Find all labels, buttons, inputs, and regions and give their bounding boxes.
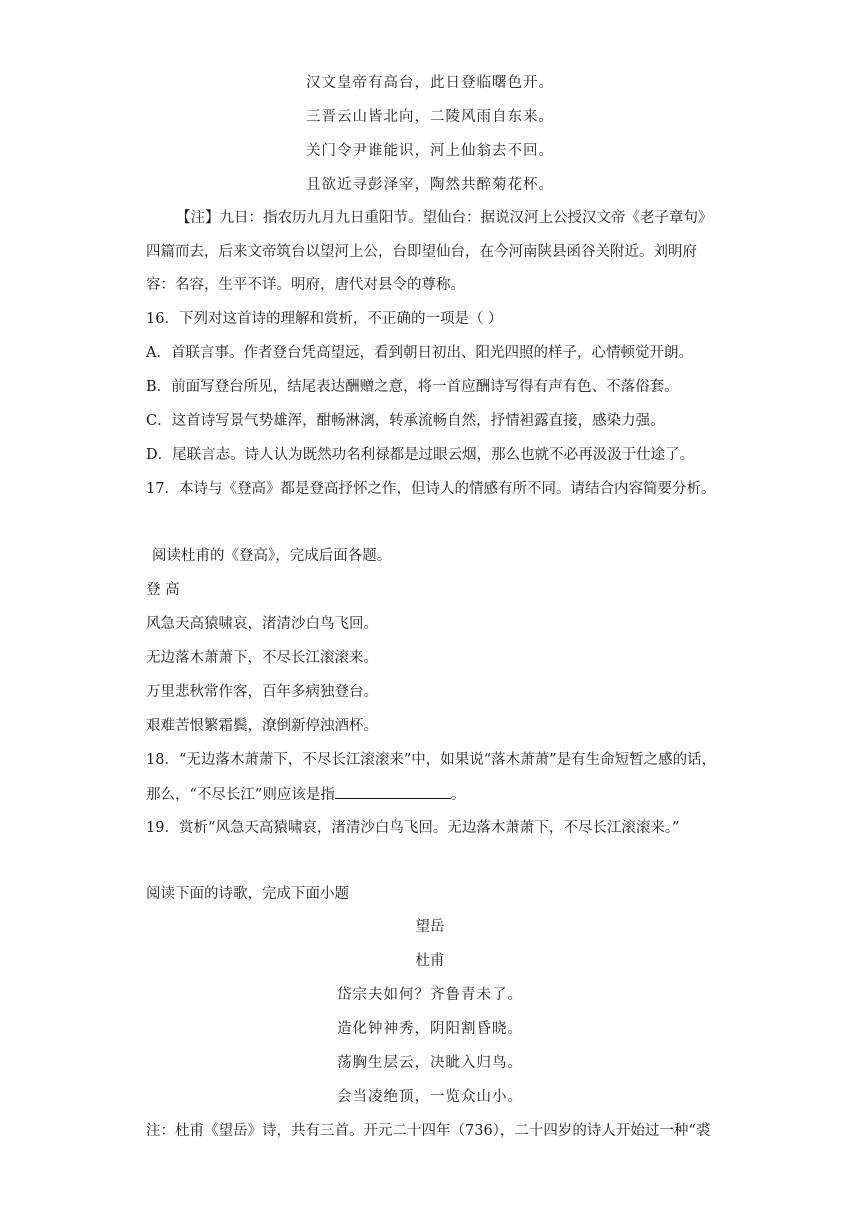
- section-3-poem-line-text: 岱宗夫如何？齐鲁青未了。: [337, 987, 523, 1003]
- question-17: 17．本诗与《登高》都是登高抒怀之作，但诗人的情感有所不同。请结合内容简要分析。: [146, 481, 716, 497]
- section-2-poem-line: 艰难苦恨繁霜鬓，潦倒新停浊酒杯。: [146, 718, 378, 734]
- poem-line-text: 且欲近寻彭泽宰，陶然共醉菊花杯。: [306, 177, 554, 193]
- section-3-note: 注：杜甫《望岳》诗，共有三首。开元二十四年（736），二十四岁的诗人开始过一种“裘: [146, 1123, 711, 1139]
- section-2-poem-line: 万里悲秋常作客，百年多病独登台。: [146, 684, 378, 700]
- poem-line-text: 汉文皇帝有高台，此日登临曙色开。: [306, 75, 554, 91]
- question-16-option-a: A．首联言事。作者登台凭高望远，看到朝日初出、阳光四照的样子，心情顿觉开朗。: [146, 345, 693, 361]
- section-3-poem-line: [0, 985, 860, 1005]
- poem-line-text: 关门令尹谁能识，河上仙翁去不回。: [306, 143, 554, 159]
- section-3-poem-title-text: 望岳: [415, 919, 445, 935]
- question-16-stem: 16．下列对这首诗的理解和赏析，不正确的一项是（ ）: [146, 311, 503, 327]
- question-19: 19．赏析“风急天高猿啸哀，渚清沙白鸟飞回。无边落木萧萧下，不尽长江滚滚来。”: [146, 820, 680, 836]
- section-3-poem-line: [0, 1087, 860, 1107]
- answer-blank: [335, 784, 451, 799]
- section-3-poem-author-text: 杜甫: [415, 953, 445, 969]
- poem-line-text: 三晋云山皆北向，二陵风雨自东来。: [306, 109, 554, 125]
- section-3-poem-line-text: 造化钟神秀，阴阳割昏晓。: [337, 1021, 523, 1037]
- question-18-line-1: 18．“无边落木萧萧下，不尽长江滚滚来”中，如果说“落木萧萧”是有生命短暂之感的话，: [146, 752, 717, 768]
- note-line: 四篇而去，后来文帝筑台以望河上公，台即望仙台，在今河南陕县函谷关附近。刘明府: [146, 244, 697, 260]
- poem-line: [0, 107, 860, 127]
- section-3-poem-line-text: 会当凌绝顶，一览众山小。: [337, 1089, 523, 1105]
- question-16-option-d: D．尾联言志。诗人认为既然功名利禄都是过眼云烟，那么也就不必再汲汲于仕途了。: [146, 447, 695, 463]
- section-2-poem-line: 无边落木萧萧下，不尽长江滚滚来。: [146, 650, 378, 666]
- section-2-poem-line: 风急天高猿啸哀，渚清沙白鸟飞回。: [146, 616, 378, 632]
- section-3-poem-line-text: 荡胸生层云，决眦入归鸟。: [337, 1055, 523, 1071]
- section-3-poem-line: [0, 1019, 860, 1039]
- question-18-suffix: 。: [450, 787, 466, 803]
- poem-line: [0, 73, 860, 93]
- section-3-poem-title: [0, 917, 860, 937]
- section-3-poem-line: [0, 1053, 860, 1073]
- section-3-poem-author: [0, 951, 860, 971]
- section-2-intro: 阅读杜甫的《登高》，完成后面各题。: [152, 548, 392, 564]
- section-2-poem-title: 登 高: [146, 582, 180, 598]
- question-16-option-c: C．这首诗写景气势雄浑，酣畅淋漓，转承流畅自然，抒情袒露直接，感染力强。: [146, 413, 665, 429]
- note-line: 【注】九日：指农历九月九日重阳节。望仙台：据说汉河上公授汉文帝《老子章句》: [176, 210, 713, 226]
- poem-line: [0, 141, 860, 161]
- note-line: 容：名容，生平不详。明府，唐代对县令的尊称。: [146, 277, 465, 293]
- question-18-prefix: 那么，“不尽长江”则应该是指: [146, 787, 335, 803]
- section-3-intro: 阅读下面的诗歌，完成下面小题: [146, 886, 349, 902]
- question-18-line-2: [146, 784, 465, 805]
- poem-line: [0, 175, 860, 195]
- question-16-option-b: B．前面写登台所见，结尾表达酬赠之意，将一首应酬诗写得有声有色、不落俗套。: [146, 379, 679, 395]
